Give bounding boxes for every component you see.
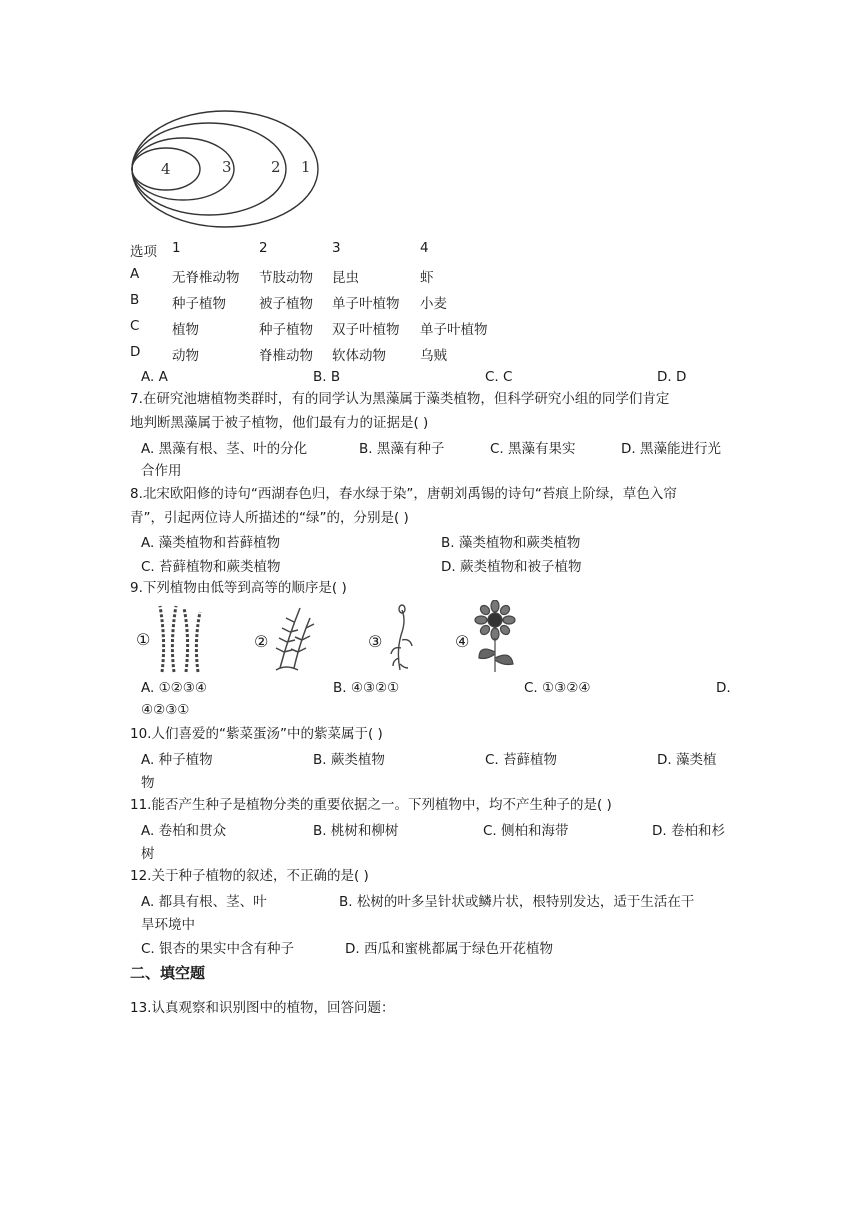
q10-option-d-cont: 物 [141, 775, 155, 791]
fern-icon [270, 602, 318, 674]
q12-option-d[interactable]: D. 西瓜和蜜桃都属于绿色开花植物 [345, 941, 553, 957]
q10-option-b[interactable]: B. 蕨类植物 [313, 752, 385, 768]
table-cell: 脊椎动物 [259, 348, 313, 364]
q11-option-d-cont: 树 [141, 846, 155, 862]
q10-option-c[interactable]: C. 苔藓植物 [485, 752, 558, 768]
q9-option-a[interactable]: A. ①②③④ [141, 680, 207, 696]
q11-stem: 11.能否产生种子是植物分类的重要依据之一。下列植物中，均不产生种子的是( ) [130, 797, 612, 813]
moss-icon [384, 602, 418, 674]
q9-option-b[interactable]: B. ④③②① [333, 680, 400, 696]
table-cell: 单子叶植物 [332, 296, 400, 312]
table-cell: 动物 [172, 348, 199, 364]
ellipse-label-2: 2 [271, 158, 281, 176]
q11-option-c[interactable]: C. 侧柏和海带 [483, 823, 569, 839]
q10-option-d[interactable]: D. 藻类植 [657, 752, 717, 768]
q7-option-d[interactable]: D. 黑藻能进行光 [621, 441, 721, 457]
table-cell: 双子叶植物 [332, 322, 400, 338]
figure-label-4: ④ [455, 632, 470, 651]
q6-option-d[interactable]: D. D [657, 369, 687, 385]
q12-option-c[interactable]: C. 银杏的果实中含有种子 [141, 941, 295, 957]
table-cell: 节肢动物 [259, 270, 313, 286]
table-header-3: 3 [332, 240, 341, 256]
table-cell: 种子植物 [172, 296, 226, 312]
q8-option-c[interactable]: C. 苔藓植物和蕨类植物 [141, 559, 281, 575]
algae-icon [156, 602, 204, 674]
table-cell: 软体动物 [332, 348, 386, 364]
q9-option-d[interactable]: D. [716, 680, 731, 696]
table-header-4: 4 [420, 240, 429, 256]
table-cell: 昆虫 [332, 270, 359, 286]
table-cell: 植物 [172, 322, 199, 338]
q8-option-b[interactable]: B. 藻类植物和蕨类植物 [441, 535, 581, 551]
table-cell: 虾 [420, 270, 434, 286]
q10-stem: 10.人们喜爱的“紫菜蛋汤”中的紫菜属于( ) [130, 726, 383, 742]
table-cell: A [130, 266, 140, 282]
q9-option-d-cont: ④②③① [141, 702, 190, 718]
ellipse-3 [132, 138, 234, 200]
table-cell: 种子植物 [259, 322, 313, 338]
table-header-option: 选项 [130, 244, 157, 260]
q9-stem: 9.下列植物由低等到高等的顺序是( ) [130, 580, 347, 596]
q8-option-a[interactable]: A. 藻类植物和苔藓植物 [141, 535, 281, 551]
plant-figure-2 [254, 602, 318, 674]
table-cell: 乌贼 [420, 348, 447, 364]
q8-option-d[interactable]: D. 蕨类植物和被子植物 [441, 559, 582, 575]
plant-figure-3 [368, 602, 418, 674]
q7-option-d-cont: 合作用 [141, 463, 182, 479]
ellipse-label-3: 3 [222, 158, 232, 176]
table-cell: 被子植物 [259, 296, 313, 312]
table-cell: D [130, 344, 141, 360]
table-header-2: 2 [259, 240, 268, 256]
ellipse-label-1: 1 [301, 158, 311, 176]
q7-stem-line2: 地判断黑藻属于被子植物，他们最有力的证据是( ) [130, 415, 429, 431]
ellipse-2 [132, 123, 286, 215]
table-header-1: 1 [172, 240, 181, 256]
plant-figure-1 [136, 602, 204, 674]
q6-option-b[interactable]: B. B [313, 369, 341, 385]
q11-option-a[interactable]: A. 卷柏和贯众 [141, 823, 227, 839]
q8-stem-line1: 8.北宋欧阳修的诗句“西湖春色归，春水绿于染”，唐朝刘禹锡的诗句“苔痕上阶绿，草色入帘 [130, 486, 677, 502]
q11-option-d[interactable]: D. 卷柏和杉 [652, 823, 725, 839]
q11-option-b[interactable]: B. 桃树和柳树 [313, 823, 399, 839]
sunflower-icon [473, 600, 517, 674]
q12-option-b-cont: 旱环境中 [141, 917, 195, 933]
q10-option-a[interactable]: A. 种子植物 [141, 752, 213, 768]
table-cell: 无脊椎动物 [172, 270, 240, 286]
figure-label-2: ② [254, 632, 269, 651]
figure-label-1: ① [136, 630, 151, 649]
q6-option-a[interactable]: A. A [141, 369, 168, 385]
ellipse-label-4: 4 [161, 160, 171, 178]
q13-stem: 13.认真观察和识别图中的植物，回答问题： [130, 1000, 395, 1016]
q12-stem: 12.关于种子植物的叙述，不正确的是( ) [130, 868, 369, 884]
q7-option-b[interactable]: B. 黑藻有种子 [359, 441, 445, 457]
q7-stem-line1: 7.在研究池塘植物类群时，有的同学认为黑藻属于藻类植物，但科学研究小组的同学们肯定 [130, 391, 670, 407]
q7-option-c[interactable]: C. 黑藻有果实 [490, 441, 576, 457]
q6-option-c[interactable]: C. C [485, 369, 513, 385]
figure-label-3: ③ [368, 632, 383, 651]
table-cell: C [130, 318, 140, 334]
section-heading-fill-in: 二、填空题 [130, 964, 206, 982]
nested-ellipse-diagram [130, 108, 330, 232]
q12-option-b[interactable]: B. 松树的叶多呈针状或鳞片状，根特别发达，适于生活在干 [339, 894, 695, 910]
plant-figure-4 [455, 600, 517, 674]
q8-stem-line2: 青”，引起两位诗人所描述的“绿”的，分别是( ) [130, 510, 409, 526]
q7-option-a[interactable]: A. 黑藻有根、茎、叶的分化 [141, 441, 308, 457]
table-cell: 单子叶植物 [420, 322, 488, 338]
q12-option-a[interactable]: A. 都具有根、茎、叶 [141, 894, 267, 910]
q9-option-c[interactable]: C. ①③②④ [524, 680, 591, 696]
table-cell: 小麦 [420, 296, 447, 312]
table-cell: B [130, 292, 140, 308]
